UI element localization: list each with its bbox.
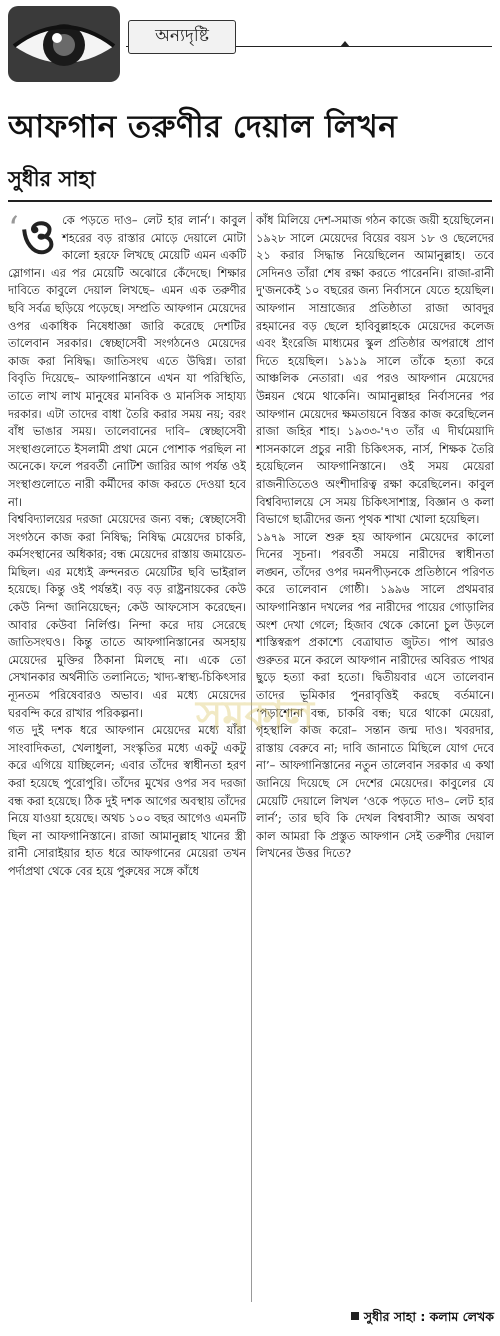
column-divider xyxy=(251,212,252,1302)
publisher-watermark: সমকাল xyxy=(195,693,315,739)
article-headline: আফগান তরুণীর দেয়াল লিখন xyxy=(8,109,398,145)
square-bullet-icon xyxy=(351,1312,359,1320)
article-paragraph: ১৯৭৯ সালে শুরু হয় আফগান মেয়েদের কালো দিনের সূচনা। পরবর্তী সময়ে নারীদের স্বাধীনতা লঙ্ঘন, তাঁদের ওপর দমনপীড়নকে প্রতিষ্ঠানে পরিণত করে তালেবান গোষ্ঠী। ১৯৯৬ সালে প্রথমবার আফগানিস্তান দখলের পর নারীদের পায়ের গোড়ালির অংশ দেখা গেলে; হিজাব থেকে কোনো চুল উড়লে শাস্তিস্বরূপ প্রকাশ্যে বেত্রাঘাত জুটত। পাপ আরও গুরুতর মনে করলে আফগান নারীদের অবিরত পাথর ছুড়ে হত্যা করা হতো। দ্বিতীয়বার এসে তালেবান তাদের ভূমিকার পুনরাবৃত্তিই করছে বর্তমানে। ‘পড়াশোনা বন্ধ, চাকরি বন্ধ; ঘরে থাকো মেয়েরা, গৃহস্থালি কাজ করো– সন্তান জন্ম দাও। খবরদার, রাস্তায় বেরুবে না; দাবি জানাতে মিছিলে যোগ দেবে না’– আফগানিস্তানের নতুন তালেবান সরকার এ কথা জানিয়ে দিয়েছে সে দেশের মেয়েদের। কাবুলের যে মেয়েটি দেয়ালে লিখল ‘ওকে পড়তে দাও– লেট হার লার্ন’; তার ছবি কি দেখল বিশ্ববাসী? আজ অথবা কাল আমরা কি প্রস্তুত আফগান সেই তরুণীর দেয়াল লিখনের উত্তর দিতে? xyxy=(256,530,494,861)
title-divider xyxy=(8,200,492,202)
eye-icon xyxy=(8,6,120,82)
drop-cap: ও xyxy=(20,212,57,265)
opening-quote-mark: ‘ xyxy=(8,212,19,249)
article-paragraph: কে পড়তে দাও– লেট হার লার্ন’। কাবুল শহরের বড় রাস্তার মোড়ে দেয়ালে মোটা কালো হরফে লিখছে মেয়েটি এমন একটি স্লোগান। এর পর মেয়েটি অঝোরে কেঁদেছে। শিক্ষার দাবিতে কাবুলে দেয়াল লিখছে– এমন এক তরুণীর ছবি সর্বত্র ছড়িয়ে পড়েছে। সম্প্রতি আফগান মেয়েদের ওপর একাধিক নিষেধাজ্ঞা জারি করেছে দেশটির তালেবান সরকার। স্বেচ্ছাসেবী সংগঠনেও মেয়েদের কাজ করা নিষিদ্ধ। জাতিসংঘ এতে উদ্বিগ্ন। তারা বিবৃতি দিয়েছে– আফগানিস্তানে এখন যা পরিস্থিতি, তাতে লাখ লাখ মানুষের মানবিক ও মানসিক সাহায্য দরকার। এটা তাদের বাধা তৈরি করার সময় নয়; বরং বাঁধ ভাঙার সময়। তালেবানের দাবি– স্বেচ্ছাসেবী সংস্থাগুলোতে ইসলামী প্রথা মেনে পোশাক পরছিল না অনেকে। ফলে পরবর্তী নোটিশ জারির আগ পর্যন্ত ওই সংস্থাগুলোতে নারী কর্মীদের কাজ করতে দেওয়া হবে না। xyxy=(8,214,246,509)
article-byline: সুধীর সাহা xyxy=(8,167,96,191)
article-column-right xyxy=(256,212,494,1302)
section-label: অন্যদৃষ্টি xyxy=(128,20,236,54)
article-paragraph: বিশ্ববিদ্যালয়ের দরজা মেয়েদের জন্য বন্ধ; স্বেচ্ছাসেবী সংগঠনে কাজ করা নিষিদ্ধ; নিষিদ্ধ মেয়েদের চাকরি, কর্মসংস্থানের অধিকার; বন্ধ মেয়েদের রাস্তায় জমায়েত-মিছিল। এর মধ্যেই ক্রন্দনরত মেয়েটির ছবি ভাইরাল হয়েছে। কিন্তু ওই পর্যন্তই। বড় বড় রাষ্ট্রনায়কের কেউ কেউ নিন্দা জানিয়েছেন; কেউ আফসোস করেছেন। আবার কেউবা নির্লিপ্ত। নিন্দা করে দায় সেরেছে জাতিসংঘও। কিন্তু তাতে আফগানিস্তানের অসহায় মেয়েদের মুক্তির ঠিকানা মিলছে না। একে তো সেখানকার অর্থনীতি তলানিতে; খাদ্য-স্বাস্থ্য-চিকিৎসার ন্যূনতম পরিষেবারও অভাব। এর মধ্যে মেয়েদের ঘরবন্দি করে রাখার পরিকল্পনা। xyxy=(8,513,246,720)
author-credit-text: সুধীর সাহা : কলাম লেখক xyxy=(363,1309,494,1324)
section-header xyxy=(8,6,492,82)
article-paragraph: গত দুই দশক ধরে আফগান মেয়েদের মধ্যে যাঁরা সাংবাদিকতা, খেলাধুলা, সংস্কৃতির মধ্যে একটু একটু করে এগিয়ে যাচ্ছিলেন; এবার তাঁদের স্বাধীনতা হরণ করা হয়েছে পুরোপুরি। তাঁদের মুখের ওপর সব দরজা বন্ধ করা হয়েছে। ঠিক দুই দশক আগের অবস্থায় তাঁদের নিয়ে যাওয়া হয়েছে। অথচ ১০০ বছর আগেও এমনটি ছিল না আফগানিস্তানে। রাজা আমানুল্লাহ খানের স্ত্রী রানী সোরাইয়ার হাত ধরে আফগানের মেয়েরা তখন পর্দাপ্রথা থেকে বের হয়ে পুরুষের সঙ্গে কাঁধে xyxy=(8,724,246,878)
article-paragraph: কাঁধ মিলিয়ে দেশ-সমাজ গঠন কাজে জয়ী হয়েছিলেন। ১৯২৮ সালে মেয়েদের বিয়ের বয়স ১৮ ও ছেলেদের ২১ করার সিদ্ধান্ত নিয়েছিলেন আমানুল্লাহ। তবে সেদিনও তাঁরা শেষ রক্ষা করতে পারেননি। রাজা-রানী দু'জনকেই ১০ বছরের জন্য নির্বাসনে যেতে হয়েছিল। আফগান সাম্রাজ্যের প্রতিষ্ঠাতা রাজা আবদুর রহমানের বড় ছেলে হাবিবুল্লাহকে মেয়েদের কলেজ এবং ইংরেজি মাধ্যমের স্কুল প্রতিষ্ঠার অপরাধে প্রাণ দিতে হয়েছিল। ১৯১৯ সালে তাঁকে হত্যা করে আঞ্চলিক নেতারা। এর পরও আফগান মেয়েদের উন্নয়ন থেমে থাকেনি। আমানুল্লাহর নির্বাসনের পর আফগান মেয়েদের ক্ষমতায়নে বিস্তর কাজ করেছিলেন রাজা জহির শাহ। ১৯৩৩-'৭৩ তাঁর এ দীর্ঘমেয়াদি শাসনকালে প্রচুর নারী চিকিৎসক, নার্স, শিক্ষক তৈরি হয়েছিলেন আফগানিস্তানে। ওই সময় মেয়েরা রাজনীতিতেও অংশীদারিত্ব রক্ষা করেছিলেন। কাবুল বিশ্ববিদ্যালয়ে সে সময় চিকিৎসাশাস্ত্র, বিজ্ঞান ও কলা বিভাগে ছাত্রীদের জন্য পৃথক শাখা খোলা হয়েছিল। xyxy=(256,214,494,527)
author-credit xyxy=(256,1306,494,1328)
article-column-left xyxy=(8,212,246,1302)
